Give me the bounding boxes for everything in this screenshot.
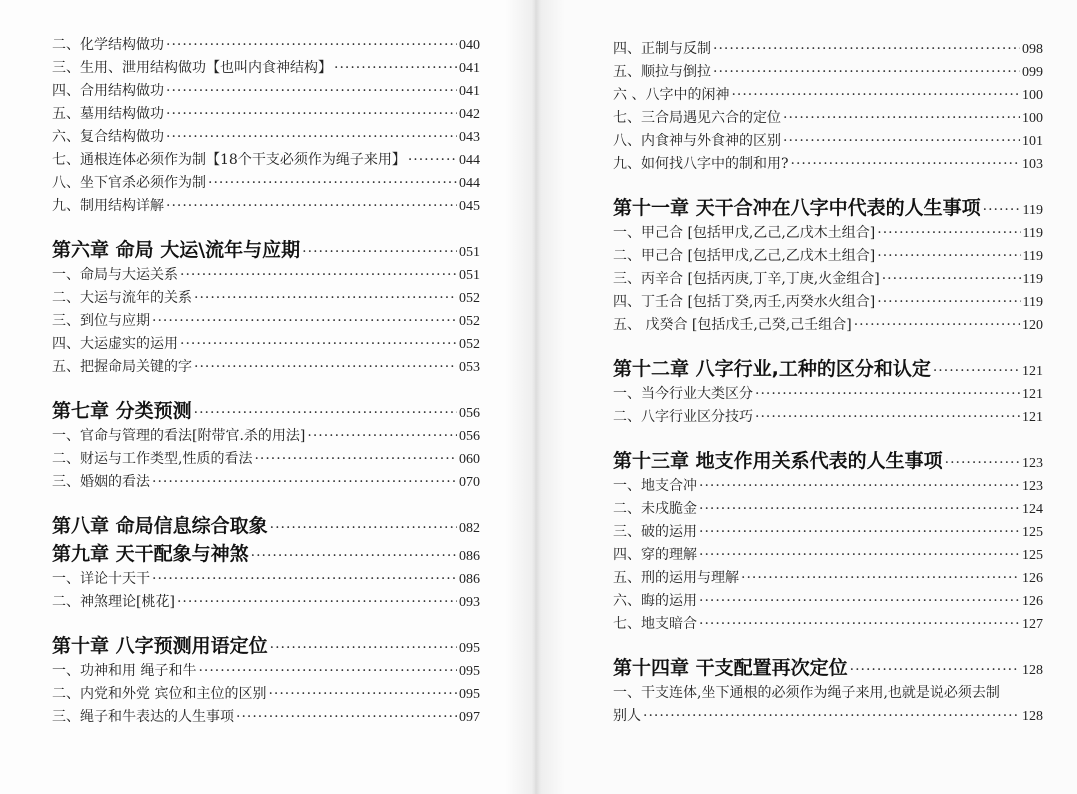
toc-entry-title: 三、绳子和牛表达的人生事项 <box>52 709 234 725</box>
toc-entry-multiline <box>613 682 1043 728</box>
dot-leader <box>152 568 457 591</box>
toc-entry-title: 一、官命与管理的看法[附带官.杀的用法] <box>52 428 306 444</box>
toc-entry-page: 052 <box>459 314 480 329</box>
toc-entry-page: 125 <box>1022 525 1043 540</box>
toc-entry-page: 070 <box>459 475 480 490</box>
toc-entry-title: 四、正制与反制 <box>613 41 711 57</box>
dot-leader <box>307 425 457 448</box>
chapter-heading <box>613 654 1043 682</box>
toc-entry-page: 100 <box>1022 111 1043 126</box>
toc-entry-page: 042 <box>459 107 480 122</box>
toc-entry <box>52 425 480 448</box>
left-page <box>0 0 535 794</box>
dot-leader <box>783 107 1020 130</box>
dot-leader <box>713 61 1020 84</box>
dot-leader <box>699 475 1020 498</box>
dot-leader <box>251 542 457 570</box>
toc-entry <box>52 706 480 729</box>
toc-entry-title-cont: 别人 <box>613 708 641 724</box>
dot-leader <box>699 498 1020 521</box>
toc-entry-title: 一、地支合冲 <box>613 478 697 494</box>
toc-entry-page: 120 <box>1022 318 1043 333</box>
dot-leader <box>152 471 457 494</box>
chapter-title: 第十二章 八字行业,工种的区分和认定 <box>613 358 931 380</box>
dot-leader <box>194 399 457 427</box>
toc-entry <box>52 660 480 683</box>
toc-entry <box>52 287 480 310</box>
toc-entry <box>613 107 1043 130</box>
toc-entry <box>613 245 1043 268</box>
toc-entry <box>613 153 1043 176</box>
toc-entry-title: 七、三合局遇见六合的定位 <box>613 110 781 126</box>
dot-leader <box>177 591 457 614</box>
toc-entry-page: 056 <box>459 429 480 444</box>
toc-entry-title: 一、功神和用 绳子和牛 <box>52 663 197 679</box>
dot-leader <box>254 448 457 471</box>
chapter-title: 第十四章 干支配置再次定位 <box>613 657 848 679</box>
toc-entry-title: 五、顺拉与倒拉 <box>613 64 711 80</box>
toc-entry-page: 098 <box>1022 42 1043 57</box>
dot-leader <box>166 126 457 149</box>
toc-entry <box>613 521 1043 544</box>
toc-entry-page: 086 <box>459 572 480 587</box>
toc-entry-page: 126 <box>1022 571 1043 586</box>
chapter-title: 第六章 命局 大运\流年与应期 <box>52 239 301 261</box>
dot-leader <box>270 514 457 542</box>
toc-entry-title: 二、财运与工作类型,性质的看法 <box>52 451 253 467</box>
toc-entry <box>613 544 1043 567</box>
chapter-page: 128 <box>1022 663 1043 678</box>
toc-entry-title: 五、墓用结构做功 <box>52 106 164 122</box>
toc-entry-page: 041 <box>459 61 480 76</box>
toc-entry <box>52 471 480 494</box>
toc-entry-page: 043 <box>459 130 480 145</box>
toc-entry <box>613 38 1043 61</box>
toc-entry-page: 095 <box>459 664 480 679</box>
toc-entry-page: 045 <box>459 199 480 214</box>
chapter-title: 第十一章 天干合冲在八字中代表的人生事项 <box>613 197 981 219</box>
dot-leader <box>198 660 457 683</box>
toc-entry-title: 一、当今行业大类区分 <box>613 386 753 402</box>
toc-entry-page: 128 <box>1022 709 1043 724</box>
toc-entry-title: 二、内党和外党 宾位和主位的区别 <box>52 686 267 702</box>
dot-leader <box>877 291 1020 314</box>
dot-leader <box>741 567 1020 590</box>
chapter-heading <box>613 194 1043 222</box>
toc-entry <box>613 130 1043 153</box>
toc-entry-title: 二、神煞理论[桃花] <box>52 594 175 610</box>
toc-entry-title: 八、坐下官杀必须作为制 <box>52 175 206 191</box>
chapter-title: 第八章 命局信息综合取象 <box>52 515 268 537</box>
toc-entry-page: 097 <box>459 710 480 725</box>
chapter-heading <box>52 632 480 660</box>
toc-entry-title: 六、晦的运用 <box>613 593 697 609</box>
toc-entry <box>613 61 1043 84</box>
toc-entry <box>613 406 1043 429</box>
toc-entry <box>613 84 1043 107</box>
toc-entry <box>52 149 480 172</box>
dot-leader <box>854 314 1020 337</box>
right-toc <box>613 38 1043 728</box>
toc-entry <box>52 103 480 126</box>
toc-entry-title: 二、八字行业区分技巧 <box>613 409 753 425</box>
toc-entry-page: 060 <box>459 452 480 467</box>
toc-entry-page: 053 <box>459 360 480 375</box>
dot-leader <box>302 238 457 266</box>
dot-leader <box>850 656 1020 684</box>
toc-entry-page: 127 <box>1022 617 1043 632</box>
chapter-heading <box>613 355 1043 383</box>
toc-entry-page: 119 <box>1022 249 1043 264</box>
toc-entry <box>52 172 480 195</box>
toc-entry-page: 103 <box>1022 157 1043 172</box>
dot-leader <box>166 34 457 57</box>
toc-entry-page: 121 <box>1022 410 1043 425</box>
dot-leader <box>699 590 1020 613</box>
toc-entry-page: 125 <box>1022 548 1043 563</box>
dot-leader <box>180 264 457 287</box>
dot-leader <box>236 706 457 729</box>
toc-entry <box>52 126 480 149</box>
toc-entry-page: 040 <box>459 38 480 53</box>
toc-entry-page: 119 <box>1022 226 1043 241</box>
toc-entry-page: 099 <box>1022 65 1043 80</box>
dot-leader <box>208 172 457 195</box>
toc-entry <box>52 80 480 103</box>
chapter-title: 第七章 分类预测 <box>52 400 192 422</box>
dot-leader <box>699 613 1020 636</box>
toc-entry-title: 六 、八字中的闲神 <box>613 87 730 103</box>
chapter-page: 082 <box>459 521 480 536</box>
dot-leader <box>983 196 1021 224</box>
toc-entry-title: 八、内食神与外食神的区别 <box>613 133 781 149</box>
chapter-page: 095 <box>459 641 480 656</box>
dot-leader <box>755 406 1020 429</box>
toc-entry-title: 二、大运与流年的关系 <box>52 290 192 306</box>
toc-entry-title: 一、命局与大运关系 <box>52 267 178 283</box>
toc-entry-title: 九、制用结构详解 <box>52 198 164 214</box>
toc-entry-title: 一、详论十天干 <box>52 571 150 587</box>
toc-entry-page: 051 <box>459 268 480 283</box>
chapter-title: 第十章 八字预测用语定位 <box>52 635 268 657</box>
chapter-page: 121 <box>1022 364 1043 379</box>
toc-entry-page: 124 <box>1022 502 1043 517</box>
toc-entry <box>52 333 480 356</box>
toc-entry <box>52 34 480 57</box>
toc-entry <box>52 356 480 379</box>
toc-entry <box>613 383 1043 406</box>
toc-entry-continuation <box>613 705 1043 728</box>
toc-entry-page: 044 <box>459 176 480 191</box>
dot-leader <box>166 195 457 218</box>
toc-entry <box>613 498 1043 521</box>
chapter-page: 123 <box>1022 456 1043 471</box>
dot-leader <box>933 357 1020 385</box>
toc-entry-title: 五、把握命局关键的字 <box>52 359 192 375</box>
dot-leader <box>699 544 1020 567</box>
toc-entry <box>613 291 1043 314</box>
toc-entry-title: 九、如何找八字中的制和用? <box>613 156 789 172</box>
toc-entry-title: 二、化学结构做功 <box>52 37 164 53</box>
toc-entry-title: 四、合用结构做功 <box>52 83 164 99</box>
toc-entry-title: 四、丁壬合 [包括丁癸,丙壬,丙癸水火组合] <box>613 294 876 310</box>
toc-entry <box>613 613 1043 636</box>
toc-entry-title: 五、 戊癸合 [包括戊壬,己癸,己壬组合] <box>613 317 852 333</box>
dot-leader <box>334 57 457 80</box>
dot-leader <box>166 103 457 126</box>
toc-entry-title: 三、婚姻的看法 <box>52 474 150 490</box>
toc-entry <box>613 268 1043 291</box>
toc-entry-page: 052 <box>459 337 480 352</box>
toc-entry-title: 三、生用、泄用结构做功【也叫内食神结构】 <box>52 60 332 76</box>
toc-entry-title: 二、甲己合 [包括甲戊,乙己,乙戊木土组合] <box>613 248 876 264</box>
chapter-heading <box>52 540 480 568</box>
toc-entry-page: 121 <box>1022 387 1043 402</box>
toc-entry <box>613 567 1043 590</box>
toc-entry-title: 五、刑的运用与理解 <box>613 570 739 586</box>
toc-entry <box>613 590 1043 613</box>
dot-leader <box>945 449 1020 477</box>
toc-entry-title: 二、未戌脆金 <box>613 501 697 517</box>
left-toc <box>52 34 480 729</box>
toc-entry-page: 101 <box>1022 134 1043 149</box>
dot-leader <box>152 310 457 333</box>
toc-entry <box>52 264 480 287</box>
chapter-page: 086 <box>459 549 480 564</box>
dot-leader <box>731 84 1020 107</box>
dot-leader <box>755 383 1020 406</box>
toc-entry-title: 七、地支暗合 <box>613 616 697 632</box>
toc-entry-title: 四、穿的理解 <box>613 547 697 563</box>
toc-entry <box>52 195 480 218</box>
dot-leader <box>791 153 1020 176</box>
toc-entry-title: 一、干支连体,坐下通根的必须作为绳子来用,也就是说必须去制 <box>613 685 1000 701</box>
toc-entry <box>52 683 480 706</box>
dot-leader <box>882 268 1021 291</box>
toc-entry <box>52 310 480 333</box>
dot-leader <box>783 130 1020 153</box>
toc-entry-page: 126 <box>1022 594 1043 609</box>
toc-entry-title: 三、破的运用 <box>613 524 697 540</box>
chapter-heading <box>613 447 1043 475</box>
chapter-heading <box>52 236 480 264</box>
toc-entry-page: 119 <box>1022 272 1043 287</box>
toc-entry-title: 六、复合结构做功 <box>52 129 164 145</box>
chapter-page: 056 <box>459 406 480 421</box>
toc-entry <box>52 57 480 80</box>
dot-leader <box>713 38 1020 61</box>
toc-entry-page: 041 <box>459 84 480 99</box>
toc-entry <box>52 591 480 614</box>
toc-entry-title: 七、通根连体必须作为制【18个干支必须作为绳子来用】 <box>52 152 406 168</box>
dot-leader <box>180 333 457 356</box>
toc-entry-page: 119 <box>1022 295 1043 310</box>
toc-entry-page: 093 <box>459 595 480 610</box>
chapter-title: 第九章 天干配象与神煞 <box>52 543 249 565</box>
toc-entry-page: 052 <box>459 291 480 306</box>
dot-leader <box>270 634 457 662</box>
toc-entry-title: 三、到位与应期 <box>52 313 150 329</box>
chapter-title: 第十三章 地支作用关系代表的人生事项 <box>613 450 943 472</box>
dot-leader <box>268 683 457 706</box>
dot-leader <box>408 149 457 172</box>
dot-leader <box>643 705 1020 728</box>
dot-leader <box>166 80 457 103</box>
dot-leader <box>194 356 457 379</box>
dot-leader <box>194 287 457 310</box>
toc-entry <box>613 475 1043 498</box>
toc-entry <box>613 222 1043 245</box>
toc-entry-title: 一、甲己合 [包括甲戊,乙己,乙戊木土组合] <box>613 225 876 241</box>
dot-leader <box>699 521 1020 544</box>
toc-entry-page: 123 <box>1022 479 1043 494</box>
chapter-page: 119 <box>1022 203 1043 218</box>
toc-entry-page: 100 <box>1022 88 1043 103</box>
toc-entry <box>52 568 480 591</box>
toc-entry <box>613 314 1043 337</box>
dot-leader <box>877 222 1020 245</box>
chapter-heading <box>52 397 480 425</box>
right-page <box>535 0 1077 794</box>
toc-entry-page: 044 <box>459 153 480 168</box>
toc-entry-title: 四、大运虚实的运用 <box>52 336 178 352</box>
toc-entry <box>52 448 480 471</box>
toc-entry-title: 三、丙辛合 [包括丙庚,丁辛,丁庚,火金组合] <box>613 271 880 287</box>
toc-entry-page: 095 <box>459 687 480 702</box>
chapter-heading <box>52 512 480 540</box>
dot-leader <box>877 245 1020 268</box>
chapter-page: 051 <box>459 245 480 260</box>
